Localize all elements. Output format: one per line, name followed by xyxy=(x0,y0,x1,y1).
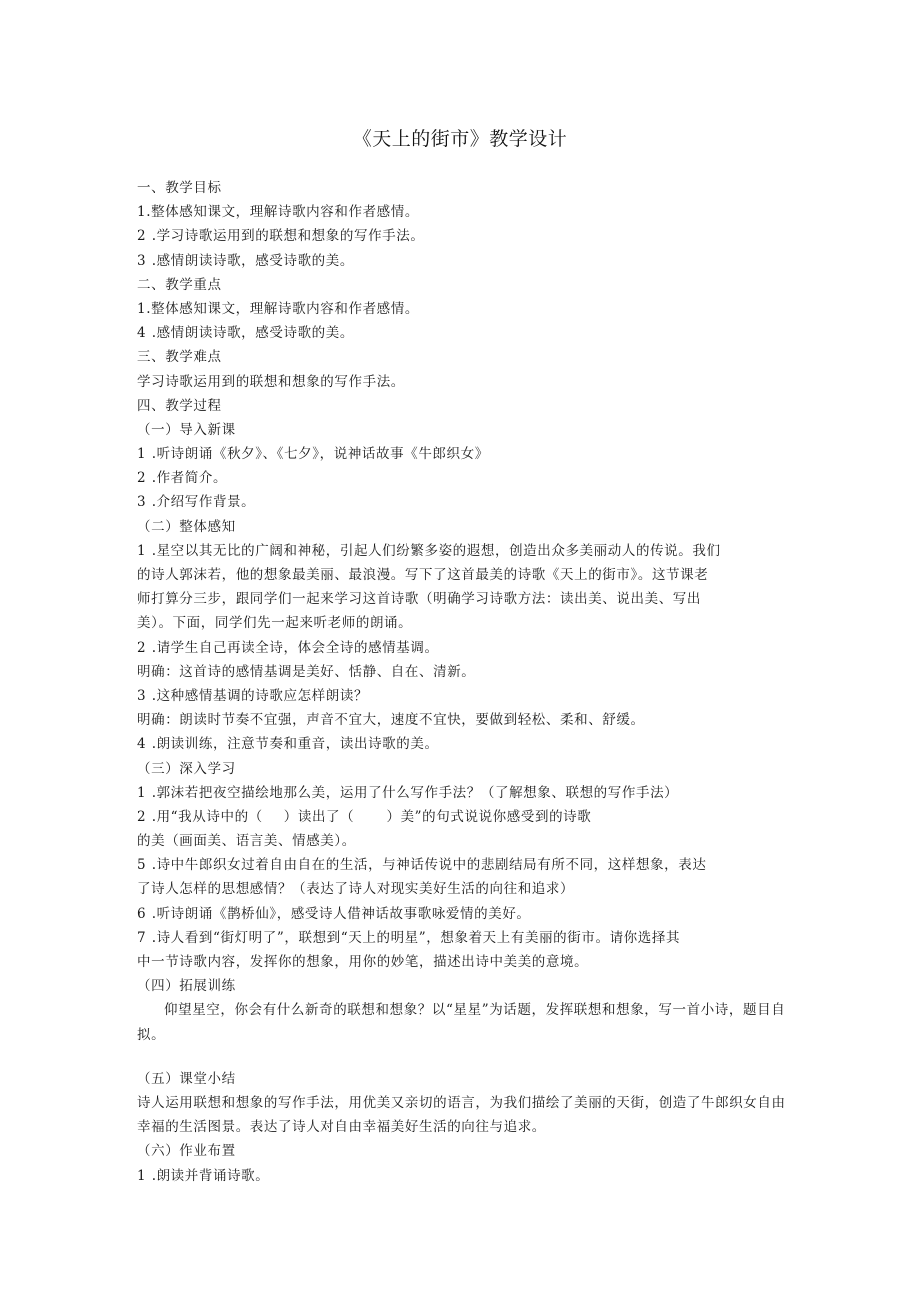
paragraph-line: 7 .诗人看到“街灯明了”，联想到“天上的明星”，想象着天上有美丽的街市。请你选择其 xyxy=(137,929,681,946)
list-item: 3 .这种感情基调的诗歌应怎样朗读？ xyxy=(137,687,369,704)
subsection-heading-deep-study: （三）深入学习 xyxy=(137,760,236,777)
paragraph: 诗人运用联想和想象的写作手法，用优美又亲切的语言，为我们描绘了美丽的天街，创造了牛郎织女自由幸福的生活图景。表达了诗人对自由幸福美好生活的向往与追求。 xyxy=(137,1094,786,1136)
list-item: 1 .听诗朗诵《秋夕》、《七夕》，说神话故事《牛郎织女》 xyxy=(137,446,489,463)
paragraph: 仰望星空，你会有什么新奇的联想和想象？以“星星”为话题，发挥联想和想象，写一首小诗，题目自拟。 xyxy=(137,1002,786,1043)
paragraph-line: 中一节诗歌内容，发挥你的想象，用你的妙笔，描述出诗中美美的意境。 xyxy=(137,954,589,970)
list-item: 2 .作者简介。 xyxy=(137,470,228,487)
section-heading-difficulties: 三、教学难点 xyxy=(137,349,222,366)
subsection-heading-extension: （四）拓展训练 xyxy=(137,978,236,995)
paragraph-line: 2 .用“我从诗中的（ ）读出了（ ）美”的句式说说你感受到的诗歌 xyxy=(137,808,592,825)
paragraph-line: 明确：朗读时节奏不宜强，声音不宜大，速度不宜快，要做到轻松、柔和、舒缓。 xyxy=(137,712,645,729)
subsection-heading-overview: （二）整体感知 xyxy=(137,518,236,535)
paragraph-line: 学习诗歌运用到的联想和想象的写作手法。 xyxy=(137,373,405,390)
paragraph-line: 美）。下面，同学们先一起来听老师的朗诵。 xyxy=(137,615,413,632)
subsection-heading-homework: （六）作业布置 xyxy=(137,1143,236,1160)
list-item: 6 .听诗朗诵《鹊桥仙》，感受诗人借神话故事歌咏爱情的美好。 xyxy=(137,905,531,922)
list-item: 1.整体感知课文，理解诗歌内容和作者感情。 xyxy=(137,204,419,221)
document-body xyxy=(137,176,787,1188)
paragraph-line: 5 .诗中牛郎织女过着自由自在的生活，与神话传说中的悲剧结局有所不同，这样想象，表达 xyxy=(137,857,707,874)
spacer xyxy=(137,1047,787,1067)
paragraph-line: 1 .星空以其无比的广阔和神秘，引起人们纷繁多姿的遐想，创造出众多美丽动人的传说。我们 xyxy=(137,542,721,559)
list-item: 2 .学习诗歌运用到的联想和想象的写作手法。 xyxy=(137,228,425,245)
list-item: 2 .请学生自己再读全诗，体会全诗的感情基调。 xyxy=(137,639,439,656)
list-item: 4 .朗读训练，注意节奏和重音，读出诗歌的美。 xyxy=(137,736,439,753)
list-item: 1 .朗读并背诵诗歌。 xyxy=(137,1167,270,1184)
list-item: 4 .感情朗读诗歌，感受诗歌的美。 xyxy=(137,325,354,342)
paragraph-line: 了诗人怎样的思想感情？（表达了诗人对现实美好生活的向往和追求） xyxy=(137,881,575,898)
paragraph-line: 明确：这首诗的感情基调是美好、恬静、自在、清新。 xyxy=(137,663,476,680)
subsection-heading-summary: （五）课堂小结 xyxy=(137,1070,236,1087)
list-item: 3 .介绍写作背景。 xyxy=(137,494,256,511)
section-heading-objectives: 一、教学目标 xyxy=(137,180,222,196)
list-item: 3 .感情朗读诗歌，感受诗歌的美。 xyxy=(137,252,354,269)
list-item: 1 .郭沫若把夜空描绘地那么美，运用了什么写作手法？（了解想象、联想的写作手法） xyxy=(137,784,679,801)
subsection-heading-intro: （一）导入新课 xyxy=(137,421,236,438)
paragraph-line: 的美（画面美、语言美、情感美）。 xyxy=(137,833,356,850)
section-heading-process: 四、教学过程 xyxy=(137,397,222,414)
list-item: 1.整体感知课文，理解诗歌内容和作者感情。 xyxy=(137,300,419,317)
paragraph-line: 的诗人郭沫若，他的想象最美丽、最浪漫。写下了这首最美的诗歌《天上的街市》。这节课老 xyxy=(137,567,709,583)
paragraph-line: 师打算分三步，跟同学们一起来学习这首诗歌（明确学习诗歌方法：读出美、说出美、写出 xyxy=(137,591,701,608)
section-heading-key-points: 二、教学重点 xyxy=(137,276,222,293)
document-title: 《天上的街市》教学设计 xyxy=(352,128,568,150)
